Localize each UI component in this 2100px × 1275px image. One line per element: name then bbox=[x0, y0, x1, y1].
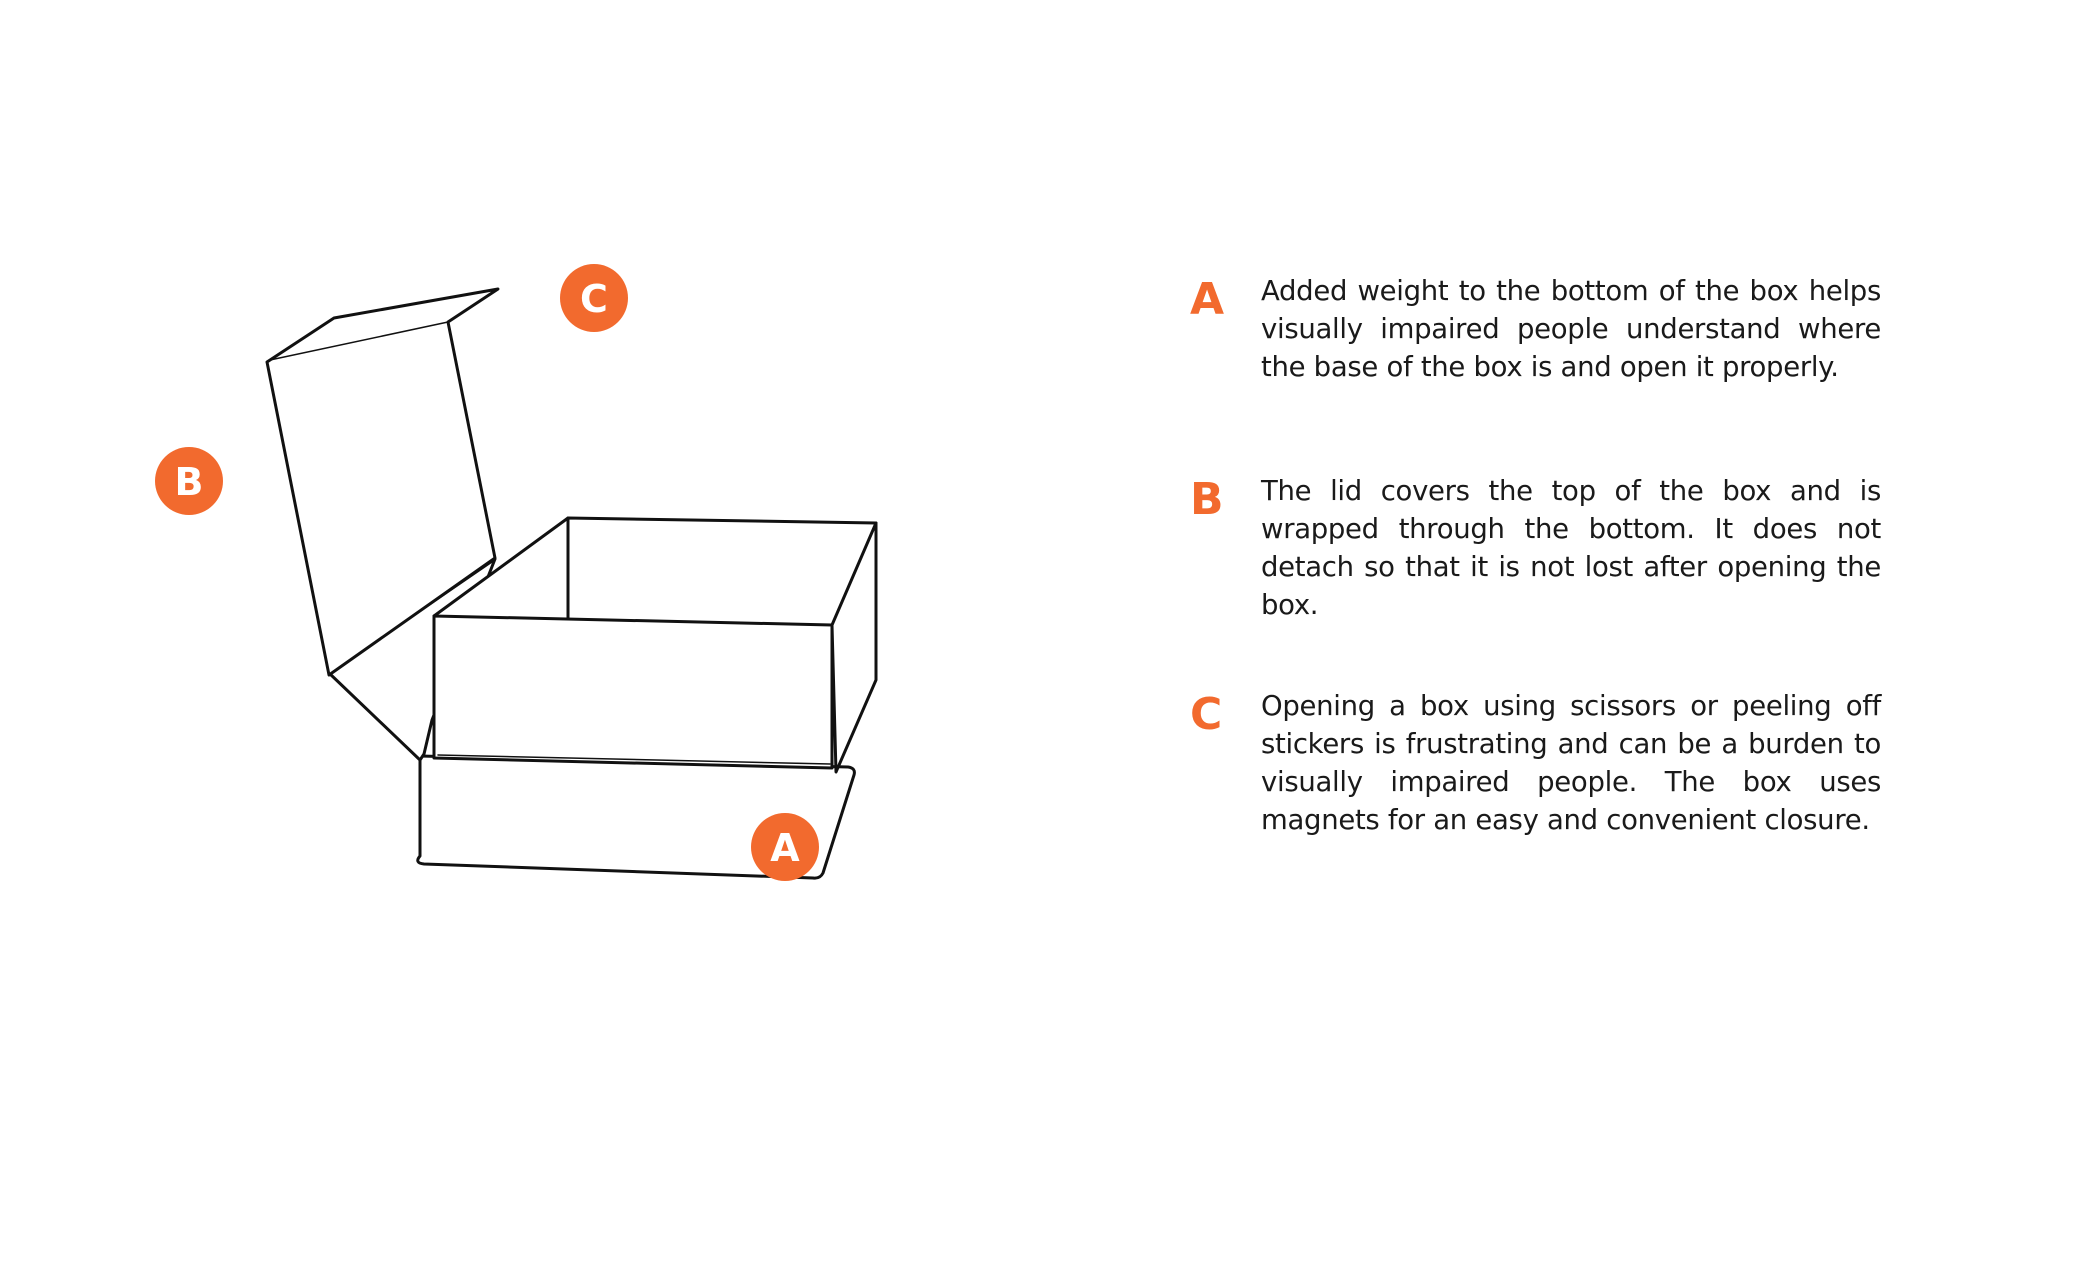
callout-b bbox=[155, 447, 223, 515]
callout-a bbox=[751, 813, 819, 881]
box-front-wall bbox=[434, 616, 832, 768]
callout-a-label: A bbox=[770, 826, 800, 870]
note-a-letter: A bbox=[1190, 274, 1225, 325]
callout-c bbox=[560, 264, 628, 332]
note-c-text: Opening a box using scissors or peeling off stickers is frustrating and can be a burden to visually impaired people. The box uses magnets for an easy and convenient closure. bbox=[1261, 690, 1881, 836]
note-a-text: Added weight to the bottom of the box helps visually impaired people understand where the base of the box is and open it properly. bbox=[1261, 275, 1881, 383]
note-b-letter: B bbox=[1190, 474, 1224, 525]
callout-b-label: B bbox=[174, 460, 204, 504]
note-b-text: The lid covers the top of the box and is wrapped through the bottom. It does not detach so that it is not lost after opening the box. bbox=[1261, 475, 1881, 621]
note-c-letter: C bbox=[1190, 689, 1223, 740]
callout-c-label: C bbox=[580, 277, 608, 321]
